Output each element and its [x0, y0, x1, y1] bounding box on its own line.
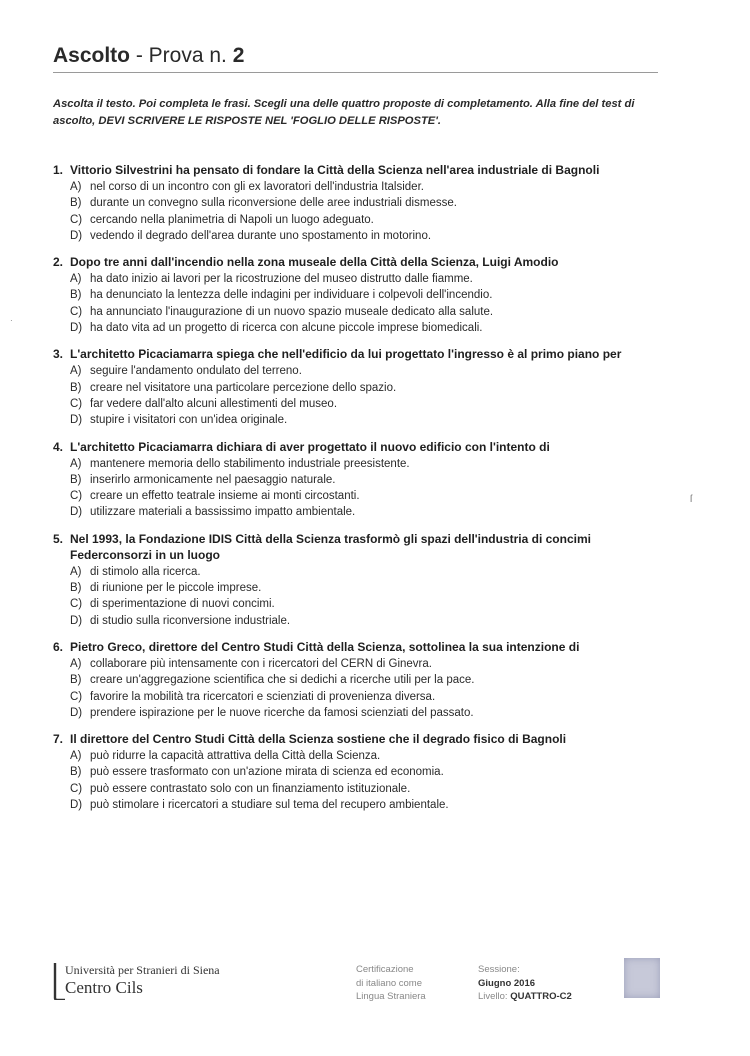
- answer-option: [70, 672, 663, 688]
- answer-option: [70, 271, 663, 287]
- answer-option: [70, 596, 663, 612]
- question-number: 6.: [53, 639, 64, 654]
- option-text: mantenere memoria dello stabilimento industriale preesistente.: [90, 457, 410, 470]
- option-text: ha dato inizio ai lavori per la ricostruzione del museo distrutto dalle fiamme.: [90, 273, 473, 286]
- instructions-text: Ascolta il testo. Poi completa le frasi. Scegli una delle quattro proposte di completamento. Alla fine del test di ascolto, DEVI SCRIVERE LE RISPOSTE NEL 'FOGLIO DELLE RISPOSTE'.: [53, 98, 635, 127]
- answer-option: [70, 504, 663, 520]
- option-letter: D): [70, 614, 83, 627]
- header-divider: [53, 72, 658, 73]
- logo-university-name: Università per Stranieri di Siena: [65, 963, 220, 977]
- question-number: 4.: [53, 439, 64, 454]
- question-number: 1.: [53, 163, 64, 177]
- answer-option: [70, 472, 663, 488]
- option-text: inserirlo armonicamente nel paesaggio naturale.: [90, 473, 336, 486]
- question-heading: [53, 162, 663, 178]
- option-list: [70, 271, 663, 336]
- answer-option: [70, 689, 663, 705]
- question-item: [53, 531, 663, 629]
- question-heading: [53, 439, 663, 455]
- option-letter: B): [70, 473, 82, 486]
- color-swatch: [624, 958, 660, 998]
- option-letter: A): [70, 565, 82, 578]
- answer-option: [70, 613, 663, 629]
- question-heading: [53, 531, 663, 563]
- session-label: Sessione:: [478, 964, 520, 975]
- option-letter: A): [70, 181, 82, 193]
- option-letter: D): [70, 229, 83, 242]
- answer-option: [70, 580, 663, 596]
- option-text: nel corso di un incontro con gli ex lavoratori dell'industria Italsider.: [90, 181, 424, 193]
- answer-option: [70, 564, 663, 580]
- option-text: utilizzare materiali a bassissimo impatto ambientale.: [90, 506, 356, 519]
- option-text: favorire la mobilità tra ricercatori e scienziati di provenienza diversa.: [90, 690, 436, 703]
- answer-option: [70, 797, 663, 813]
- option-text: di riunione per le piccole imprese.: [90, 582, 262, 595]
- question-heading: [53, 254, 663, 270]
- answer-option: [70, 488, 663, 504]
- option-text: vedendo il degrado dell'area durante uno spostamento in motorino.: [90, 229, 432, 242]
- option-letter: B): [70, 197, 82, 210]
- answer-option: [70, 396, 663, 412]
- option-text: può essere trasformato con un'azione mirata di scienza ed economia.: [90, 766, 444, 779]
- certification-label: [356, 963, 426, 1004]
- question-text: Nel 1993, la Fondazione IDIS Città della Scienza trasformò gli spazi dell'industria di concimi Federconsorzi in un luogo: [70, 531, 591, 562]
- option-text: può ridurre la capacità attrattiva della Città della Scienza.: [90, 750, 381, 763]
- question-text: Pietro Greco, direttore del Centro Studi Città della Scienza, sottolinea la sua intenzione di: [70, 639, 580, 654]
- option-letter: A): [70, 365, 82, 378]
- question-heading: [53, 346, 663, 362]
- option-letter: D): [70, 506, 83, 519]
- option-text: può stimolare i ricercatori a studiare sul tema del recupero ambientale.: [90, 799, 449, 812]
- question-text: Vittorio Silvestrini ha pensato di fondare la Città della Scienza nell'area industriale di Bagnoli: [70, 163, 600, 177]
- option-letter: C): [70, 305, 83, 318]
- option-text: collaborare più intensamente con i ricercatori del CERN di Ginevra.: [90, 657, 432, 670]
- answer-option: [70, 748, 663, 764]
- logo-centre-name: Centro Cils: [65, 978, 143, 997]
- answer-option: [70, 412, 663, 428]
- scan-mark-left: ·: [10, 316, 13, 325]
- cert-line: di italiano come: [356, 977, 423, 989]
- option-text: stupire i visitatori con un'idea originale.: [90, 414, 288, 427]
- option-letter: C): [70, 397, 83, 410]
- answer-option: [70, 363, 663, 379]
- option-letter: C): [70, 598, 83, 611]
- option-letter: A): [70, 750, 82, 763]
- option-letter: C): [70, 213, 83, 226]
- title-prova-number: 2: [232, 44, 245, 67]
- option-letter: B): [70, 289, 82, 302]
- option-text: cercando nella planimetria di Napoli un luogo adeguato.: [90, 213, 374, 226]
- option-text: di sperimentazione di nuovi concimi.: [90, 598, 275, 611]
- option-letter: D): [70, 414, 83, 427]
- option-list: [70, 656, 663, 721]
- option-text: durante un convegno sulla riconversione delle aree industriali dismesse.: [90, 197, 457, 210]
- option-letter: C): [70, 490, 83, 503]
- question-item: [53, 639, 663, 721]
- answer-option: [70, 320, 663, 336]
- option-letter: A): [70, 457, 82, 470]
- question-text: L'architetto Picaciamarra dichiara di aver progettato il nuovo edificio con l'intento di: [70, 439, 550, 454]
- answer-option: [70, 764, 663, 780]
- answer-option: [70, 380, 663, 396]
- question-number: 5.: [53, 531, 64, 546]
- option-text: ha dato vita ad un progetto di ricerca con alcune piccole imprese biomedicali.: [90, 322, 483, 335]
- option-text: può essere contrastato solo con un finanziamento istituzionale.: [90, 782, 411, 795]
- option-text: creare un effetto teatrale insieme ai monti circostanti.: [90, 490, 360, 503]
- option-list: [70, 748, 663, 813]
- option-text: di stimolo alla ricerca.: [90, 565, 201, 578]
- question-text: Il direttore del Centro Studi Città della Scienza sostiene che il degrado fisico di Bagnoli: [70, 732, 567, 747]
- option-letter: C): [70, 782, 83, 795]
- question-item: [53, 162, 663, 244]
- question-list: [53, 162, 663, 823]
- question-item: [53, 731, 663, 813]
- session-value: Giugno 2016: [478, 977, 536, 989]
- option-list: [70, 363, 663, 428]
- page-title: [53, 44, 244, 68]
- option-letter: B): [70, 674, 82, 687]
- option-text: ha annunciato l'inaugurazione di un nuovo spazio museale dedicato alla salute.: [90, 305, 494, 318]
- option-list: [70, 456, 663, 521]
- university-logo: [52, 960, 272, 1006]
- session-info: [478, 963, 572, 1004]
- option-list: [70, 564, 663, 629]
- option-text: di studio sulla riconversione industriale.: [90, 614, 291, 627]
- option-letter: B): [70, 766, 82, 779]
- level-label: Livello:: [478, 991, 511, 1002]
- answer-option: [70, 287, 663, 303]
- option-letter: C): [70, 690, 83, 703]
- option-text: far vedere dall'alto alcuni allestimenti del museo.: [90, 397, 338, 410]
- question-item: [53, 439, 663, 521]
- option-letter: D): [70, 322, 83, 335]
- logo-bracket-icon: [52, 962, 66, 1000]
- answer-option: [70, 195, 663, 211]
- answer-option: [70, 456, 663, 472]
- question-item: [53, 346, 663, 428]
- question-number: 3.: [53, 347, 64, 362]
- option-list: [70, 179, 663, 244]
- option-text: prendere ispirazione per le nuove ricerche da famosi scienziati del passato.: [90, 706, 474, 719]
- option-letter: A): [70, 657, 82, 670]
- option-letter: A): [70, 273, 82, 286]
- question-heading: [53, 639, 663, 655]
- question-item: [53, 254, 663, 336]
- option-letter: B): [70, 582, 82, 595]
- answer-option: [70, 228, 663, 244]
- answer-option: [70, 304, 663, 320]
- question-number: 2.: [53, 255, 64, 270]
- answer-option: [70, 656, 663, 672]
- cert-line: Lingua Straniera: [356, 991, 426, 1002]
- scan-mark-right: ſ: [690, 494, 693, 505]
- title-section: Ascolto: [53, 44, 131, 67]
- option-text: seguire l'andamento ondulato del terreno.: [90, 365, 302, 378]
- level-line: [478, 990, 572, 1004]
- option-text: creare nel visitatore una particolare percezione dello spazio.: [90, 381, 397, 394]
- question-text: Dopo tre anni dall'incendio nella zona museale della Città della Scienza, Luigi Amodio: [70, 255, 559, 270]
- answer-option: [70, 705, 663, 721]
- option-letter: D): [70, 706, 83, 719]
- cert-line: Certificazione: [356, 964, 414, 975]
- answer-option: [70, 212, 663, 228]
- question-text: L'architetto Picaciamarra spiega che nell'edificio da lui progettato l'ingresso è al primo piano per: [70, 347, 622, 362]
- title-prova-prefix: - Prova n.: [130, 44, 233, 67]
- answer-option: [70, 781, 663, 797]
- option-text: ha denunciato la lentezza delle indagini per individuare i colpevoli dell'incendio.: [90, 289, 493, 302]
- option-letter: B): [70, 381, 82, 394]
- level-value: QUATTRO-C2: [510, 991, 572, 1002]
- question-heading: [53, 731, 663, 747]
- answer-option: [70, 179, 663, 195]
- option-text: creare un'aggregazione scientifica che si dedichi a ricerche utili per la pace.: [90, 674, 475, 687]
- question-number: 7.: [53, 732, 64, 747]
- option-letter: D): [70, 799, 83, 812]
